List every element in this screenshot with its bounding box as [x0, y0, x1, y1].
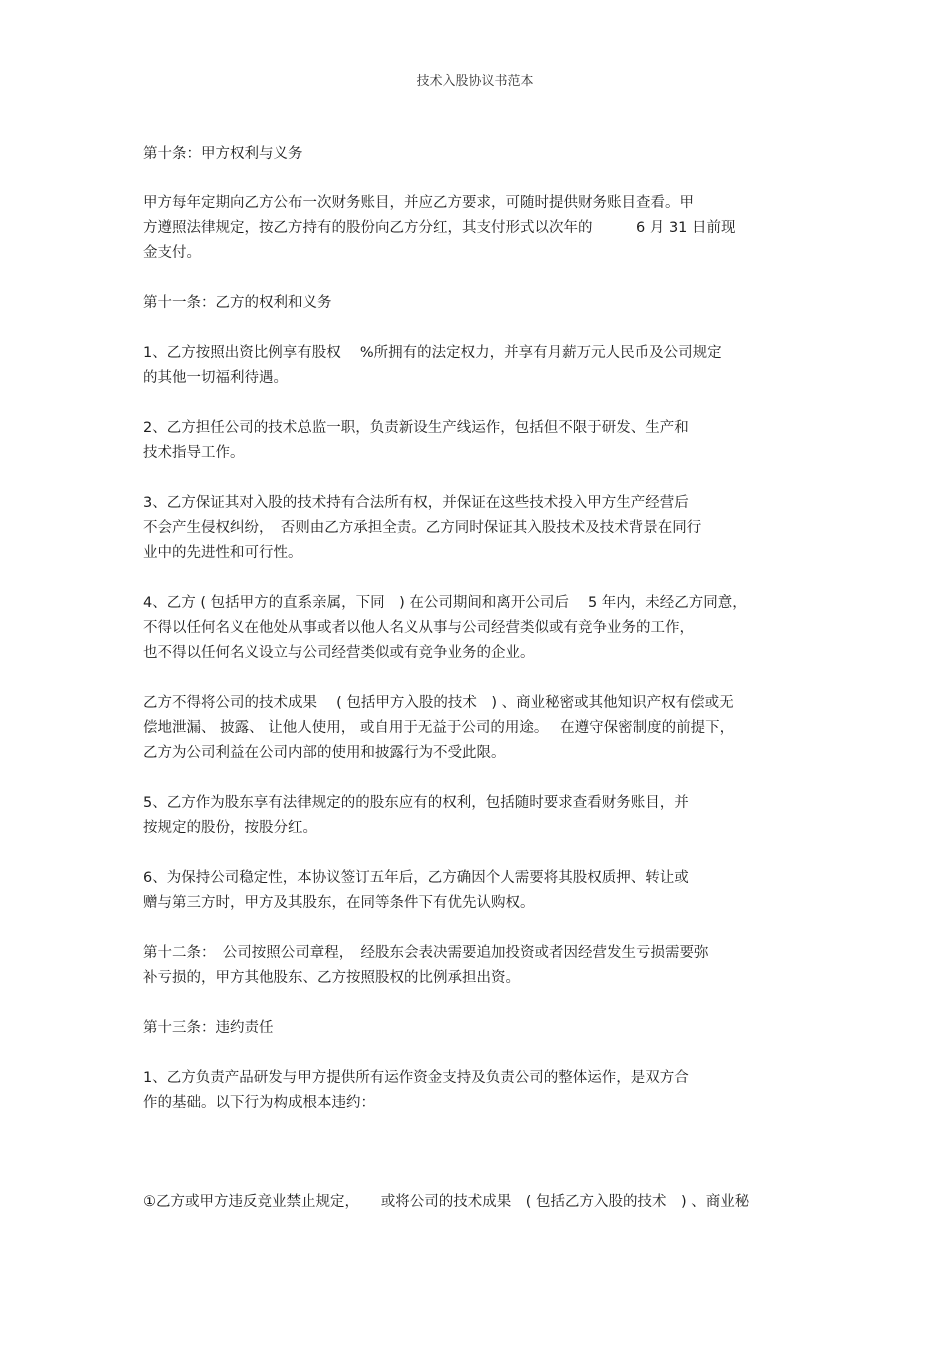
paragraph-line: 4、乙方 ( 包括甲方的直系亲属，下同 ) 在公司期间和离开公司后 5 年内，未经乙方同意，	[143, 595, 747, 611]
paragraph-line: 偿地泄漏、 披露、 让他人使用， 或自用于无益于公司的用途。 在遵守保密制度的前提下，	[143, 720, 735, 736]
paragraph-line: 1、乙方负责产品研发与甲方提供所有运作资金支持及负责公司的整体运作，是双方合	[143, 1070, 689, 1086]
paragraph-line: ①乙方或甲方违反竞业禁止规定， 或将公司的技术成果 ( 包括乙方入股的技术 ) 、商业秘	[143, 1194, 750, 1210]
paragraph-line: 不得以任何名义在他处从事或者以他人名义从事与公司经营类似或有竞争业务的工作，	[143, 620, 694, 636]
paragraph-line: 1、乙方按照出资比例享有股权 %所拥有的法定权力，并享有月薪万元人民币及公司规定	[143, 345, 722, 361]
paragraph-line: 作的基础。以下行为构成根本违约：	[143, 1095, 375, 1111]
paragraph-line: 补亏损的，甲方其他股东、乙方按照股权的比例承担出资。	[143, 970, 520, 986]
paragraph-line: 3、乙方保证其对入股的技术持有合法所有权，并保证在这些技术投入甲方生产经营后	[143, 495, 689, 511]
running-header: 技术入股协议书范本	[416, 74, 534, 89]
article-11-heading: 第十一条：乙方的权利和义务	[143, 295, 332, 311]
paragraph-line: 也不得以任何名义设立与公司经营类似或有竞争业务的企业。	[143, 645, 535, 661]
paragraph-line: 乙方为公司利益在公司内部的使用和披露行为不受此限。	[143, 745, 506, 761]
article-10-heading: 第十条：甲方权利与义务	[143, 146, 303, 162]
paragraph-line: 6、为保持公司稳定性，本协议签订五年后，乙方确因个人需要将其股权质押、转让或	[143, 870, 689, 886]
article-13-heading: 第十三条：违约责任	[143, 1020, 274, 1036]
paragraph-line: 乙方不得将公司的技术成果 ( 包括甲方入股的技术 ) 、商业秘密或其他知识产权有偿或无	[143, 695, 734, 711]
paragraph-line: 5、乙方作为股东享有法律规定的的股东应有的权利，包括随时要求查看财务账目，并	[143, 795, 689, 811]
paragraph-line: 方遵照法律规定，按乙方持有的股份向乙方分红，其支付形式以次年的 6 月 31 日前现	[143, 220, 736, 236]
paragraph-line: 的其他一切福利待遇。	[143, 370, 288, 386]
paragraph-line: 甲方每年定期向乙方公布一次财务账目，并应乙方要求，可随时提供财务账目查看。甲	[143, 195, 694, 211]
article-12-line: 第十二条： 公司按照公司章程， 经股东会表决需要追加投资或者因经营发生亏损需要弥	[143, 945, 709, 961]
paragraph-line: 2、乙方担任公司的技术总监一职，负责新设生产线运作，包括但不限于研发、生产和	[143, 420, 689, 436]
paragraph-line: 赠与第三方时，甲方及其股东，在同等条件下有优先认购权。	[143, 895, 535, 911]
paragraph-line: 业中的先进性和可行性。	[143, 545, 303, 561]
paragraph-line: 不会产生侵权纠纷， 否则由乙方承担全责。乙方同时保证其入股技术及技术背景在同行	[143, 520, 702, 536]
paragraph-line: 金支付。	[143, 245, 201, 261]
paragraph-line: 按规定的股份，按股分红。	[143, 820, 317, 836]
paragraph-line: 技术指导工作。	[143, 445, 245, 461]
